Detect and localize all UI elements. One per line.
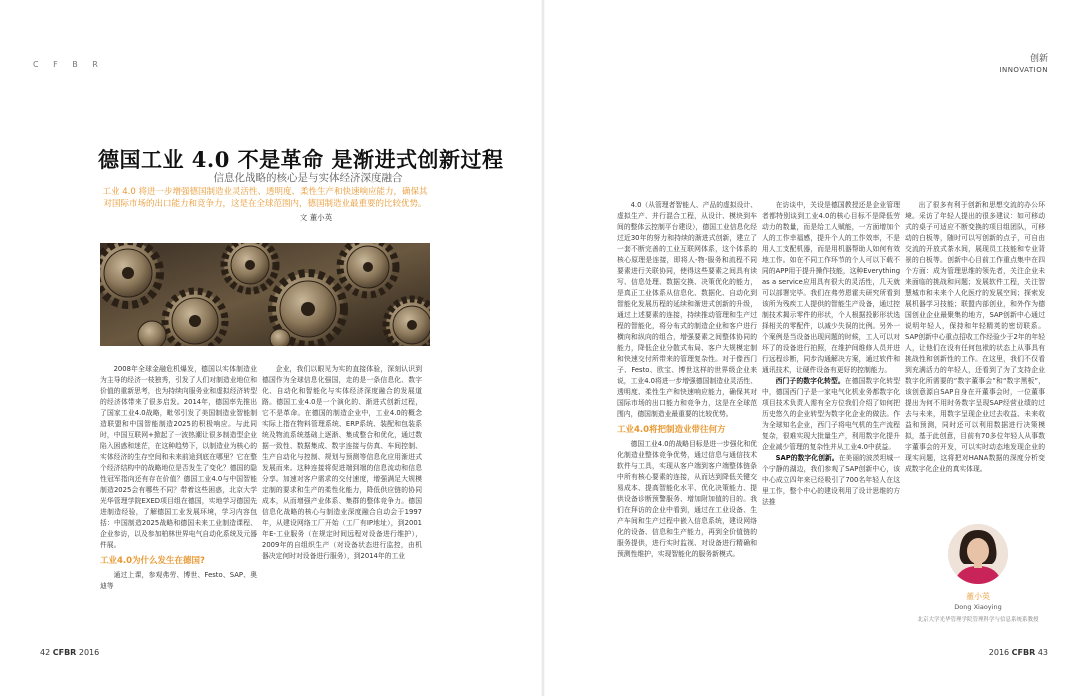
page-gutter [541,0,545,696]
body-paragraph: 2008年全球金融危机爆发，德国以实体制造业为主导的经济一枝独秀，引发了人们对制造业地位和价值的重新思考，也为持续向服务业和虚拟经济转型的经济体带来了很多启发。2014年，德国率先推出了国家工业4.0战略，毗邻引发了美国制造业智能制造联盟和中国智能制造2025的积极响应。与此同时，中国互联网+掀起了一波热潮让很多制造型企业陷入困惑和迷茫，在这种趋势下，以制造业为核心的实体经济的生存空间和未来前途到底在哪里？它在整个经济结构中的战略地位是否发生了变化？德国的隐性冠军指向还有存在价值？德国工业4.0与中国智能制造2025会有哪些不同？带着这些困惑，北京大学光华管理学院EXED项目组在德国，实地学习德国先进制造经验，了解德国工业发展环境，学习内容包括：中国制造2025战略和德国未来工业制造课程、企业参访，以及参加柏林世界电气自动化系统及元器件展。 [100,365,257,549]
masthead-logo: C F B R [33,60,104,69]
gears-photo [100,243,430,346]
folio-year-left: 2016 [78,648,100,657]
body-column-1 [100,364,257,630]
body-text: 在德国数字化转型中，德国西门子是一家电气化机业务都数字化项目技术负责人需有全方位我们介绍了如何把历史悠久的企业转型为数字化企业的做法。作为全球知名企业，西门子将电气机的生产流程复杂，很难实现大批量生产，利用数字化提升企业减少管理的复杂性并从工业4.0中获益。 [762,377,900,451]
folio-brand-right: CFBR [1011,648,1036,657]
body-column-3 [617,200,757,630]
lead-in-siemens: 西门子的数字化转型。 [775,377,845,385]
folio-brand-left: CFBR [52,648,77,657]
body-paragraph: 企业，我们以眼见为实的直接体验，深刻认识到德国作为全球信息化强国，走的是一条信息化、数字化、自动化和智能化与实体经济深度融合的发展道路。德国工业4.0是一个演化的、渐进式创新过程，它不是革命。在德国的制造企业中，工业4.0的概念实际上指在物料管理系统、ERP系统、装配和包装系统及物流系统基础上逐渐、集成整合和优化，通过数据一致性、数据集成、数字连接与仿真、车间控制、生产自动化与控制、规划与预测等信息化应用渐进式发展而来。这种连接将促进端到端的信息流动和信息分享。加速对客户需求的交付速度，增强满足大规模定制的要求和生产的柔性化能力，降低供应链的协同成本，从而增强产业体系、集群的整体竞争力。德国信息化战略的核心与制造业深度融合自动会于1997年，从建设网络工厂开始（工厂有IP地址），到2001年E-工业服务（在规定时间远程对设备进行维护），2009年的自组织生产（对设备状态进行监控，由机器决定何时对设备进行服务），到2014年的工业 [262,365,422,560]
body-paragraph [762,376,900,453]
article-title: 德国工业 4.0 不是革命 是渐进式创新过程 [98,147,504,172]
author-name: 董小英 [966,592,990,601]
article-author: 文 董小英 [299,213,333,222]
article-intro: 工业 4.0 将进一步增强德国制造业灵活性、透明度、柔性生产和快速响应能力，确保其对国际市场的出口能力和竞争力，这是在全球范围内，德国制造业最重要的比较优势。 [102,187,428,209]
author-role: 北京大学光华管理学院管理科学与信息系统系教授 [917,617,1039,623]
section-heading-where-next: 工业4.0将把制造业带往何方 [617,425,726,435]
page-number-left: 42 [40,648,51,657]
article-subtitle: 信息化战略的核心是与实体经济深度融合 [213,172,403,184]
body-paragraph: 4.0（从管理者智能人、产品的虚拟设计、虚拟生产、并行混合工程，从设计、模块到车间的整体云控制平台建设），德国工业信息化经过近30年的努力和持续的渐进式创新，建立了一套不断完善的工业互联网体系，这个体系的核心原理是连接，即将人-物-服务和流程不同要素进行关联协同，使得这些要素之间具有读写、信息处理、数据交换、决策优化的能力，是真正工业体系从信息化、数据化、自动化到智能化发展历程的延续和渐进式创新的升级，通过上述要素的连接，持续推动管理和生产过程的智能化，将分布式的制造企业和客户进行横向和纵向的组合，增强要素之间整体协同的能力，降低企业分散式布局、客户大规模定制和快速交付所带来的管理复杂性。对于像西门子、Festo、欧宝、博世这样的世界级企业来说，工业4.0将进一步增强德国制造业灵活性、透明度、柔性生产和快速响应能力，确保其对国际市场的出口能力和竞争力，这是在全球范围内，德国制造业最重要的比较优势。 [617,201,757,418]
section-label-en: INNOVATION [999,66,1048,74]
section-label-cn: 创新 [1029,54,1048,64]
page-number-right: 43 [1037,648,1048,657]
body-paragraph: 德国工业4.0的战略目标是进一步强化和优化制造业整体竞争优势，通过信息与通信技术软件与工具，实现从客户端到客户端整体链条中所有核心要素的连接，从而达到降低关键交易成本、提高智能化水平、优化决策能力、提供设备诊断预警服务、增加附加值的目的。我们在拜访的企业中看到，通过在工业设备、生产车间和生产过程中嵌入信息系统，建设网络化的设备、信息和生产能力，再到全价值链的服务提供，进行实时监视、对设备进行精确和预测性维护，实现智能化的服务新模式。 [617,440,757,558]
body-paragraph: 出了很多有利于创新和思想交流的办公环境。采访了年轻人提出的很多建议：如可移动式的桌子可适应不断变换的项目组团队，可移动的白板等，随时可以写创新的点子，可自由交流的开放式茶水间，展现员工技能和专业背景的白板等。创新中心目前工作重点集中在四个方面：成为管理思维的领先者，关注企业未来面临的挑战和问题；发展软件工程，关注智慧城市和未来个人化医疗的发展空间；探索发展机器学习技能；联盟内部创业，和外作为德国创业企业最聚集的地方，SAP创新中心通过说明年轻人，保持和年轻精英的密切联系。SAP创新中心重点招收工作经验少于2年的年轻人，让他们在没有任何包袱的状态上从事具有挑战性和创新性的工作。在这里，我们不仅看到充满活力的年轻人，还看到了为了支持企业数字化所需要的“数字董事会”和“数字黑板”，该创意源自SAP自身在开董事会时，一位董事提出为何不用时务数字呈现SAP经营业绩的过去与未来，用数字呈现企业过去收益、未来收益和预测，同时还可以利用数据进行决策模拟，基于此创意，目前有70多位年轻人从事数字董事会的开发，可以实时动态地发现企业的现实问题，这将把对HANA数据的深度分析变成数字化企业的真实体现。 [905,201,1045,473]
body-column-5 [905,200,1045,516]
folio-right [989,648,1048,657]
section-heading-why-germany: 工业4.0为什么发生在德国? [100,556,205,566]
folio-left [40,648,99,657]
body-text: 在美丽的波茨坦城一个宁静的湖边，我们参观了SAP创新中心，该中心成立四年来已经吸引了700名年轻人在这里工作，整个中心的建设利用了设计思维的方法推 [762,454,900,506]
author-portrait [948,524,1008,584]
author-name-en: Dong Xiaoying [954,603,1002,611]
section-label [999,54,1048,76]
body-column-2 [262,364,422,630]
lead-in-sap: SAP的数字化创新。 [775,454,839,462]
folio-year-right: 2016 [988,648,1010,657]
body-paragraph: 在访谈中，关设是德国教授还是企业管理者都特别谈到工业4.0的核心目标不是降低劳动力的数量，而是给工人赋能，一方面增加个人的工作幸福感，提升个人的工作效率，不是用人工支配机器，而是用机器帮助人如何有效地工作。如在不同工作环节的个人可以下载不同的APP用于提升操作技能，这种Everything as a service应用具有很大的灵活性，几天就可以部署完毕。我们在弗劳恩霍夫研究所看到该所为残疾工人提供的智能生产设备，通过控制技术揭示零件的形状，个人根据投影形状选择相关的零配件，以减少失误的比例。另外一个案例是当设备出现问题的时候，工人可以对坏了的设备进行拍照，在维护间维修人员并进行远程诊断，同步沟通解决方案，通过软件和通讯技术，让硬件设备有更好的控制能力。 [762,201,900,374]
body-column-4 [762,200,900,630]
body-paragraph [762,453,900,508]
body-paragraph: 通过上课，参观弗劳、博世、Festo、SAP、奥迪等 [100,571,257,590]
